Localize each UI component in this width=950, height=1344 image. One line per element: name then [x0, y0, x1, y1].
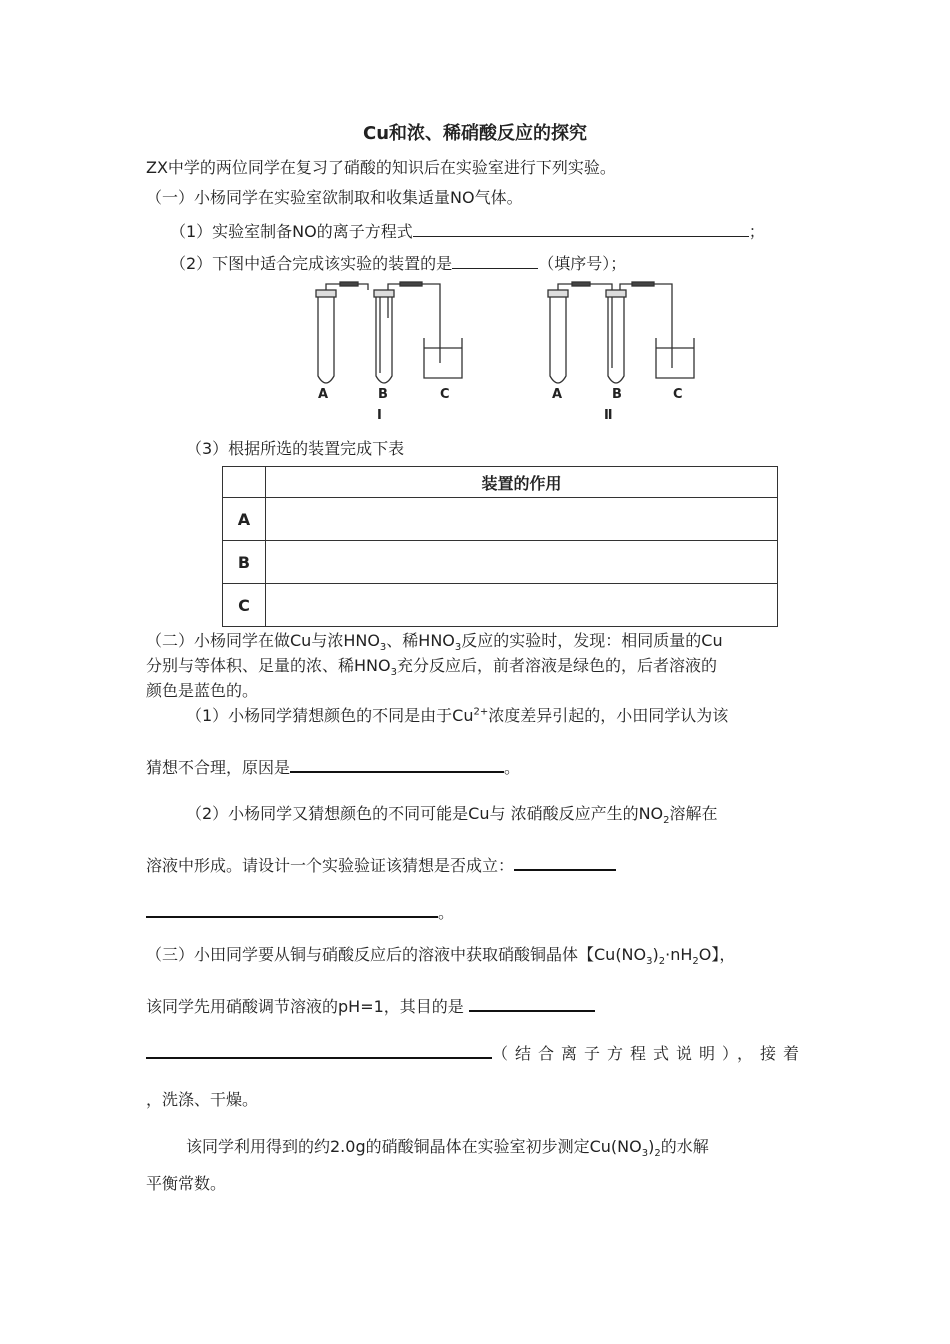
part3-line5: 该同学利用得到的约2.0g的硝酸铜晶体在实验室初步测定$Cu(NO_3)_2$的水解 — [186, 1137, 709, 1160]
part2-line1: （二）小杨同学在做Cu与浓$HNO_3$、稀$HNO_3$反应的实验时，发现：相同质量的Cu — [146, 631, 723, 654]
row-key: B — [223, 541, 266, 584]
part1-heading: （一）小杨同学在实验室欲制取和收集适量NO气体。 — [146, 188, 523, 207]
answer-blank[interactable] — [514, 853, 616, 871]
answer-blank[interactable] — [469, 994, 595, 1012]
row-key: A — [223, 498, 266, 541]
test-tube-a — [318, 296, 334, 383]
apparatus-label: C — [440, 387, 450, 402]
test-tube-b — [608, 296, 624, 383]
table-header: 装置的作用 — [266, 467, 778, 498]
apparatus-diagram — [300, 278, 720, 428]
apparatus-label: A — [318, 387, 329, 402]
test-tube-b — [376, 296, 392, 383]
answer-blank[interactable] — [452, 252, 538, 269]
apparatus-caption: Ⅱ — [604, 408, 613, 423]
part3-line6: 平衡常数。 — [146, 1174, 227, 1193]
table-row — [223, 498, 778, 541]
table-row — [223, 584, 778, 627]
part3-line4: ，洗涤、干燥。 — [146, 1090, 259, 1109]
part3-line1: （三）小田同学要从铜与硝酸反应后的溶液中获取硝酸铜晶体【$Cu(NO_3)_2\cdot nH_2O$】， — [146, 945, 736, 968]
part2-q2-line3: 。 — [146, 900, 454, 924]
intro-text: ZX中学的两位同学在复习了硝酸的知识后在实验室进行下列实验。 — [146, 158, 616, 177]
answer-blank[interactable] — [290, 755, 504, 773]
apparatus-caption: Ⅰ — [377, 408, 382, 423]
apparatus-label: B — [612, 387, 622, 402]
apparatus-function-table — [222, 466, 778, 627]
part1-q3: （3）根据所选的装置完成下表 — [186, 439, 405, 458]
answer-blank[interactable] — [146, 1041, 492, 1059]
table-row — [223, 541, 778, 584]
table-corner — [223, 467, 266, 498]
apparatus-label: A — [552, 387, 563, 402]
test-tube-a — [550, 296, 566, 383]
part2-line2: 分别与等体积、足量的浓、稀$HNO_3$充分反应后，前者溶液是绿色的，后者溶液的 — [146, 656, 717, 679]
part2-q2: （2）小杨同学又猜想颜色的不同可能是Cu与 浓硝酸反应产生的$NO_2$溶解在 — [186, 804, 718, 827]
part3-line2: 该同学先用硝酸调节溶液的pH=1，其目的是 — [146, 994, 595, 1018]
answer-blank[interactable] — [146, 900, 438, 918]
part2-q2-line2: 溶液中形成。请设计一个实验验证该猜想是否成立： — [146, 853, 616, 877]
beaker-c — [656, 338, 694, 378]
apparatus-label: B — [378, 387, 388, 402]
row-key: C — [223, 584, 266, 627]
part1-q2: （2）下图中适合完成该实验的装置的是 （填序号）； — [170, 254, 627, 273]
apparatus-label: C — [673, 387, 683, 402]
apparatus-set-2 — [548, 282, 694, 383]
part3-line3: （结合离子方程式说明），接着 — [146, 1041, 806, 1065]
part1-q1: （1）实验室制备NO的离子方程式 ； — [170, 222, 765, 241]
answer-blank[interactable] — [413, 220, 749, 237]
part2-line3: 颜色是蓝色的。 — [146, 681, 259, 700]
answer-cell[interactable] — [266, 541, 778, 584]
answer-cell[interactable] — [266, 584, 778, 627]
table-header-row — [223, 467, 778, 498]
apparatus-set-1 — [316, 282, 462, 383]
answer-cell[interactable] — [266, 498, 778, 541]
page-title: Cu和浓、稀硝酸反应的探究 — [362, 123, 588, 144]
part2-q1-line2: 猜想不合理，原因是 。 — [146, 755, 520, 779]
part2-q1: （1）小杨同学猜想颜色的不同是由于$Cu^{2+}$浓度差异引起的，小田同学认为该 — [186, 706, 729, 725]
beaker-c — [424, 338, 462, 378]
